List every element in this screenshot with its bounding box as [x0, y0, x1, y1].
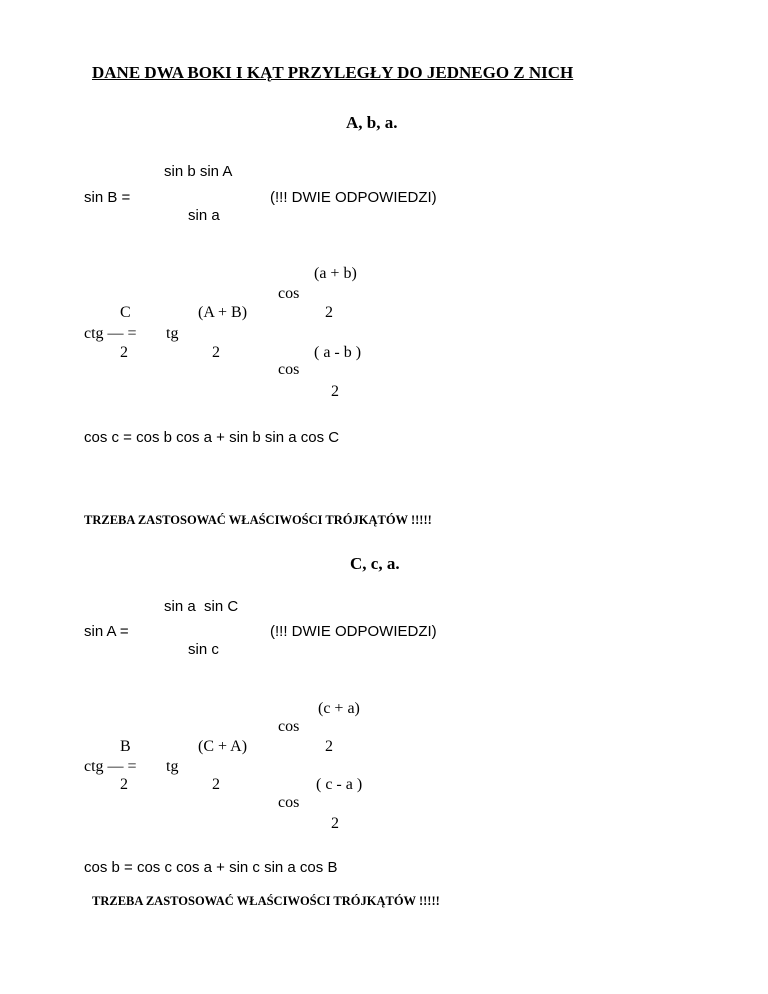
section-1-heading: A, b, a.	[346, 113, 398, 132]
cos-bottom-label: cos	[278, 361, 300, 378]
half-angle-letter: C	[120, 304, 131, 321]
cos-bottom-label: cos	[278, 794, 300, 811]
cos-top-denominator: 2	[325, 738, 333, 755]
sine-law-note: (!!! DWIE ODPOWIEDZI)	[270, 189, 437, 206]
cos-top-denominator: 2	[325, 304, 333, 321]
cos-top-fraction: (c + a)	[318, 700, 360, 717]
section-2-warning: TRZEBA ZASTOSOWAĆ WŁAŚCIWOŚCI TRÓJKĄTÓW !!!!!	[92, 894, 440, 908]
tg-fraction: (C + A)	[198, 738, 248, 755]
cos-top-fraction: (a + b)	[314, 265, 357, 282]
section-2-cosine-law: cos b = cos c cos a + sin c sin a cos B	[84, 859, 338, 876]
tg-label: tg	[166, 758, 179, 775]
half-angle-denominator: 2	[120, 776, 128, 793]
tg-denominator: 2	[212, 344, 220, 361]
sine-law-lhs: sin B =	[84, 189, 131, 206]
cos-bottom-denominator: 2	[331, 815, 339, 832]
half-angle-denominator: 2	[120, 344, 128, 361]
section-1-cosine-law: cos c = cos b cos a + sin b sin a cos C	[84, 429, 340, 446]
page-title: DANE DWA BOKI I KĄT PRZYLEGŁY DO JEDNEGO Z NICH	[92, 63, 574, 82]
cos-top-label: cos	[278, 285, 300, 302]
tg-fraction: (A + B)	[198, 304, 248, 321]
cos-top-label: cos	[278, 718, 300, 735]
sine-law-denominator: sin a	[188, 207, 220, 224]
tg-denominator: 2	[212, 776, 220, 793]
cos-bottom-denominator: 2	[331, 383, 339, 400]
section-1-warning: TRZEBA ZASTOSOWAĆ WŁAŚCIWOŚCI TRÓJKĄTÓW !!!!!	[84, 513, 432, 527]
half-angle-letter: B	[120, 738, 131, 755]
cos-bottom-fraction: ( a - b )	[314, 344, 362, 361]
sine-law-note: (!!! DWIE ODPOWIEDZI)	[270, 623, 437, 640]
ctg-lhs: ctg — =	[84, 325, 137, 342]
sine-law-numerator: sin b sin A	[164, 163, 233, 180]
sine-law-denominator: sin c	[188, 641, 219, 658]
sine-law-lhs: sin A =	[84, 623, 129, 640]
tg-label: tg	[166, 325, 179, 342]
ctg-lhs: ctg — =	[84, 758, 137, 775]
cos-bottom-fraction: ( c - a )	[316, 776, 363, 793]
sine-law-numerator: sin a sin C	[164, 598, 239, 615]
section-2-heading: C, c, a.	[350, 554, 400, 573]
